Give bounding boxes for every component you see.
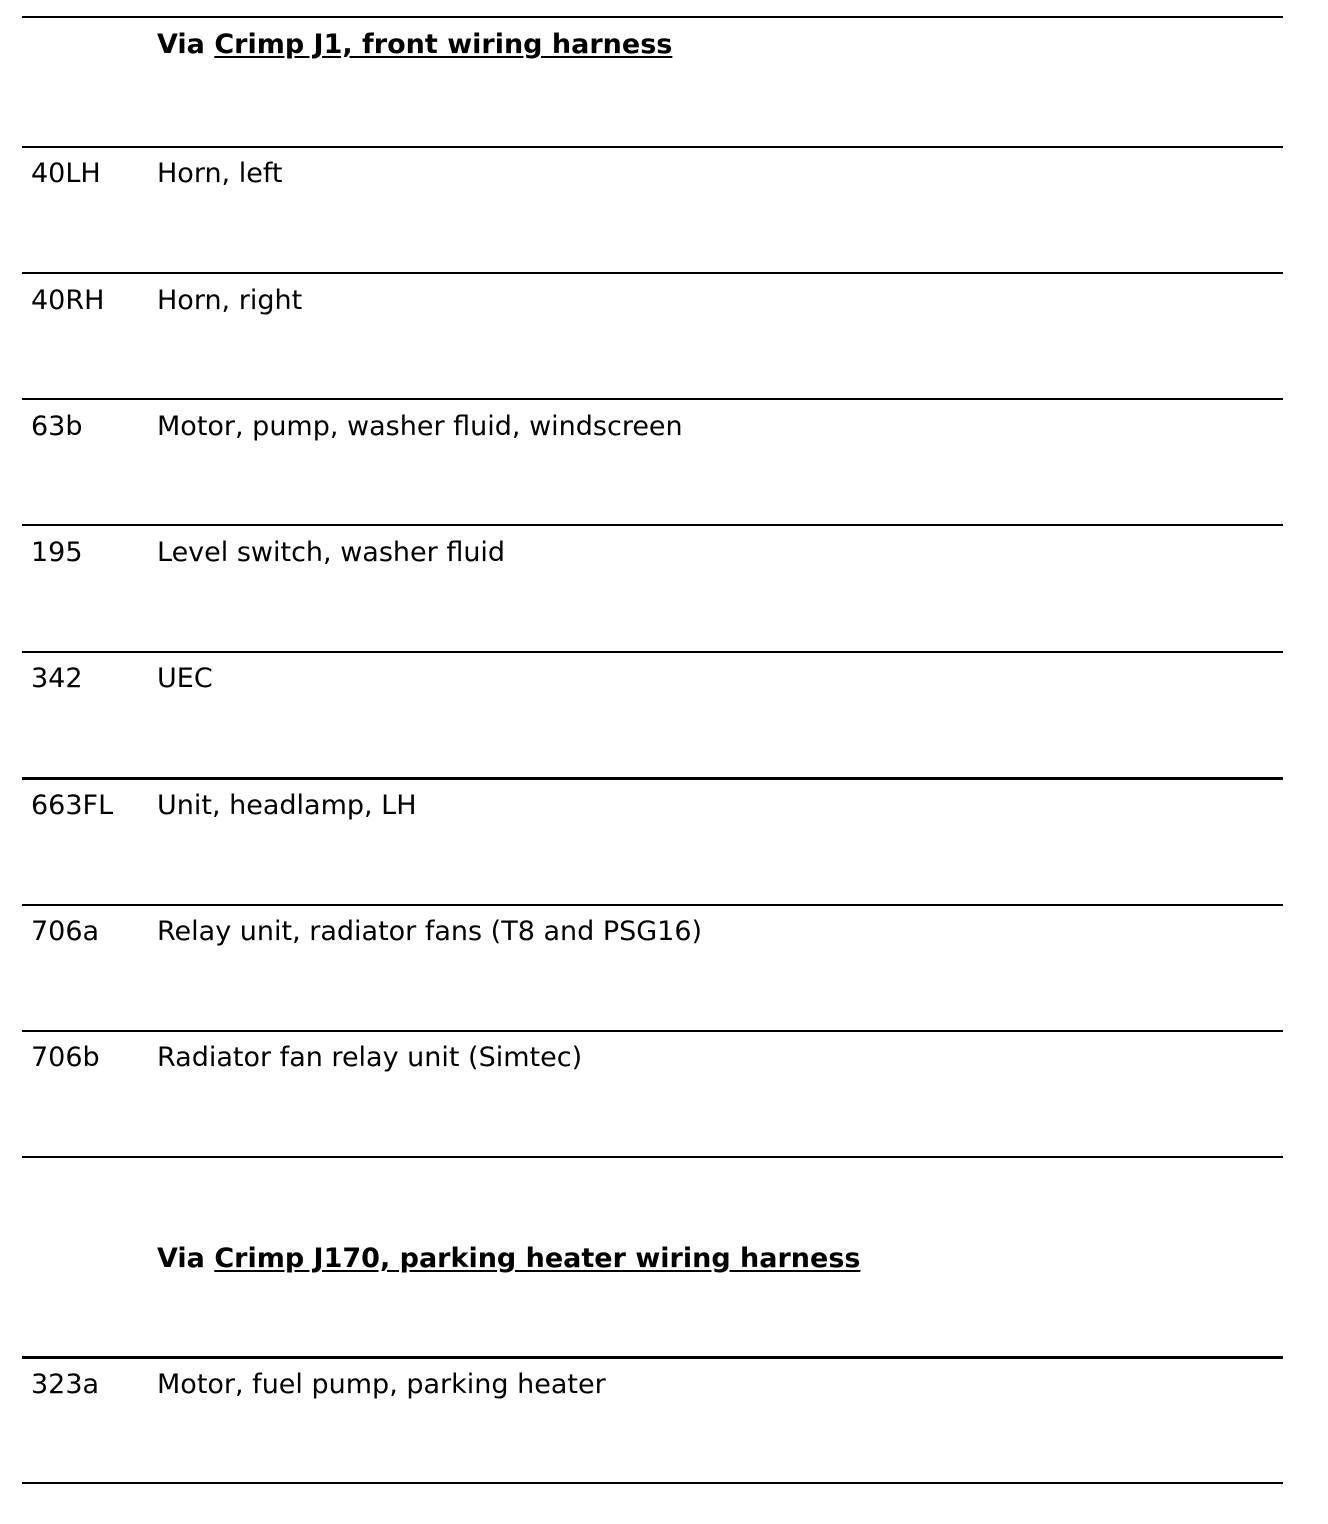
section-heading-parking-heater-harness — [157, 1243, 860, 1275]
row-divider — [22, 904, 1283, 906]
row-description: UEC — [157, 663, 213, 694]
row-divider — [22, 1156, 1283, 1158]
row-divider — [22, 777, 1283, 780]
row-code: 40RH — [31, 285, 105, 316]
row-divider — [22, 398, 1283, 400]
row-description: Relay unit, radiator fans (T8 and PSG16) — [157, 916, 703, 947]
row-code: 195 — [31, 537, 83, 568]
crimp-j1-link[interactable]: Crimp J1, front wiring harness — [214, 29, 673, 60]
row-divider — [22, 1030, 1283, 1032]
row-code: 323a — [31, 1369, 100, 1400]
row-description: Horn, left — [157, 158, 283, 189]
row-divider — [22, 272, 1283, 274]
section-heading-prefix: Via — [157, 1243, 205, 1274]
row-code: 706a — [31, 916, 100, 947]
section-heading-prefix: Via — [157, 29, 205, 60]
row-description: Unit, headlamp, LH — [157, 790, 417, 821]
row-code: 663FL — [31, 790, 114, 821]
table-bottom-rule — [22, 1482, 1283, 1484]
table-top-rule — [22, 16, 1283, 18]
row-code: 40LH — [31, 158, 101, 189]
row-divider — [22, 1356, 1283, 1359]
row-description: Horn, right — [157, 285, 303, 316]
row-description: Level switch, washer fluid — [157, 537, 506, 568]
row-description: Radiator fan relay unit (Simtec) — [157, 1042, 583, 1073]
row-description: Motor, fuel pump, parking heater — [157, 1369, 606, 1400]
row-code: 63b — [31, 411, 83, 442]
row-code: 342 — [31, 663, 83, 694]
row-divider — [22, 524, 1283, 526]
row-divider — [22, 651, 1283, 653]
crimp-j170-link[interactable]: Crimp J170, parking heater wiring harness — [214, 1243, 861, 1274]
row-description: Motor, pump, washer fluid, windscreen — [157, 411, 683, 442]
row-divider — [22, 146, 1283, 148]
row-code: 706b — [31, 1042, 100, 1073]
section-heading-front-harness — [157, 29, 672, 61]
